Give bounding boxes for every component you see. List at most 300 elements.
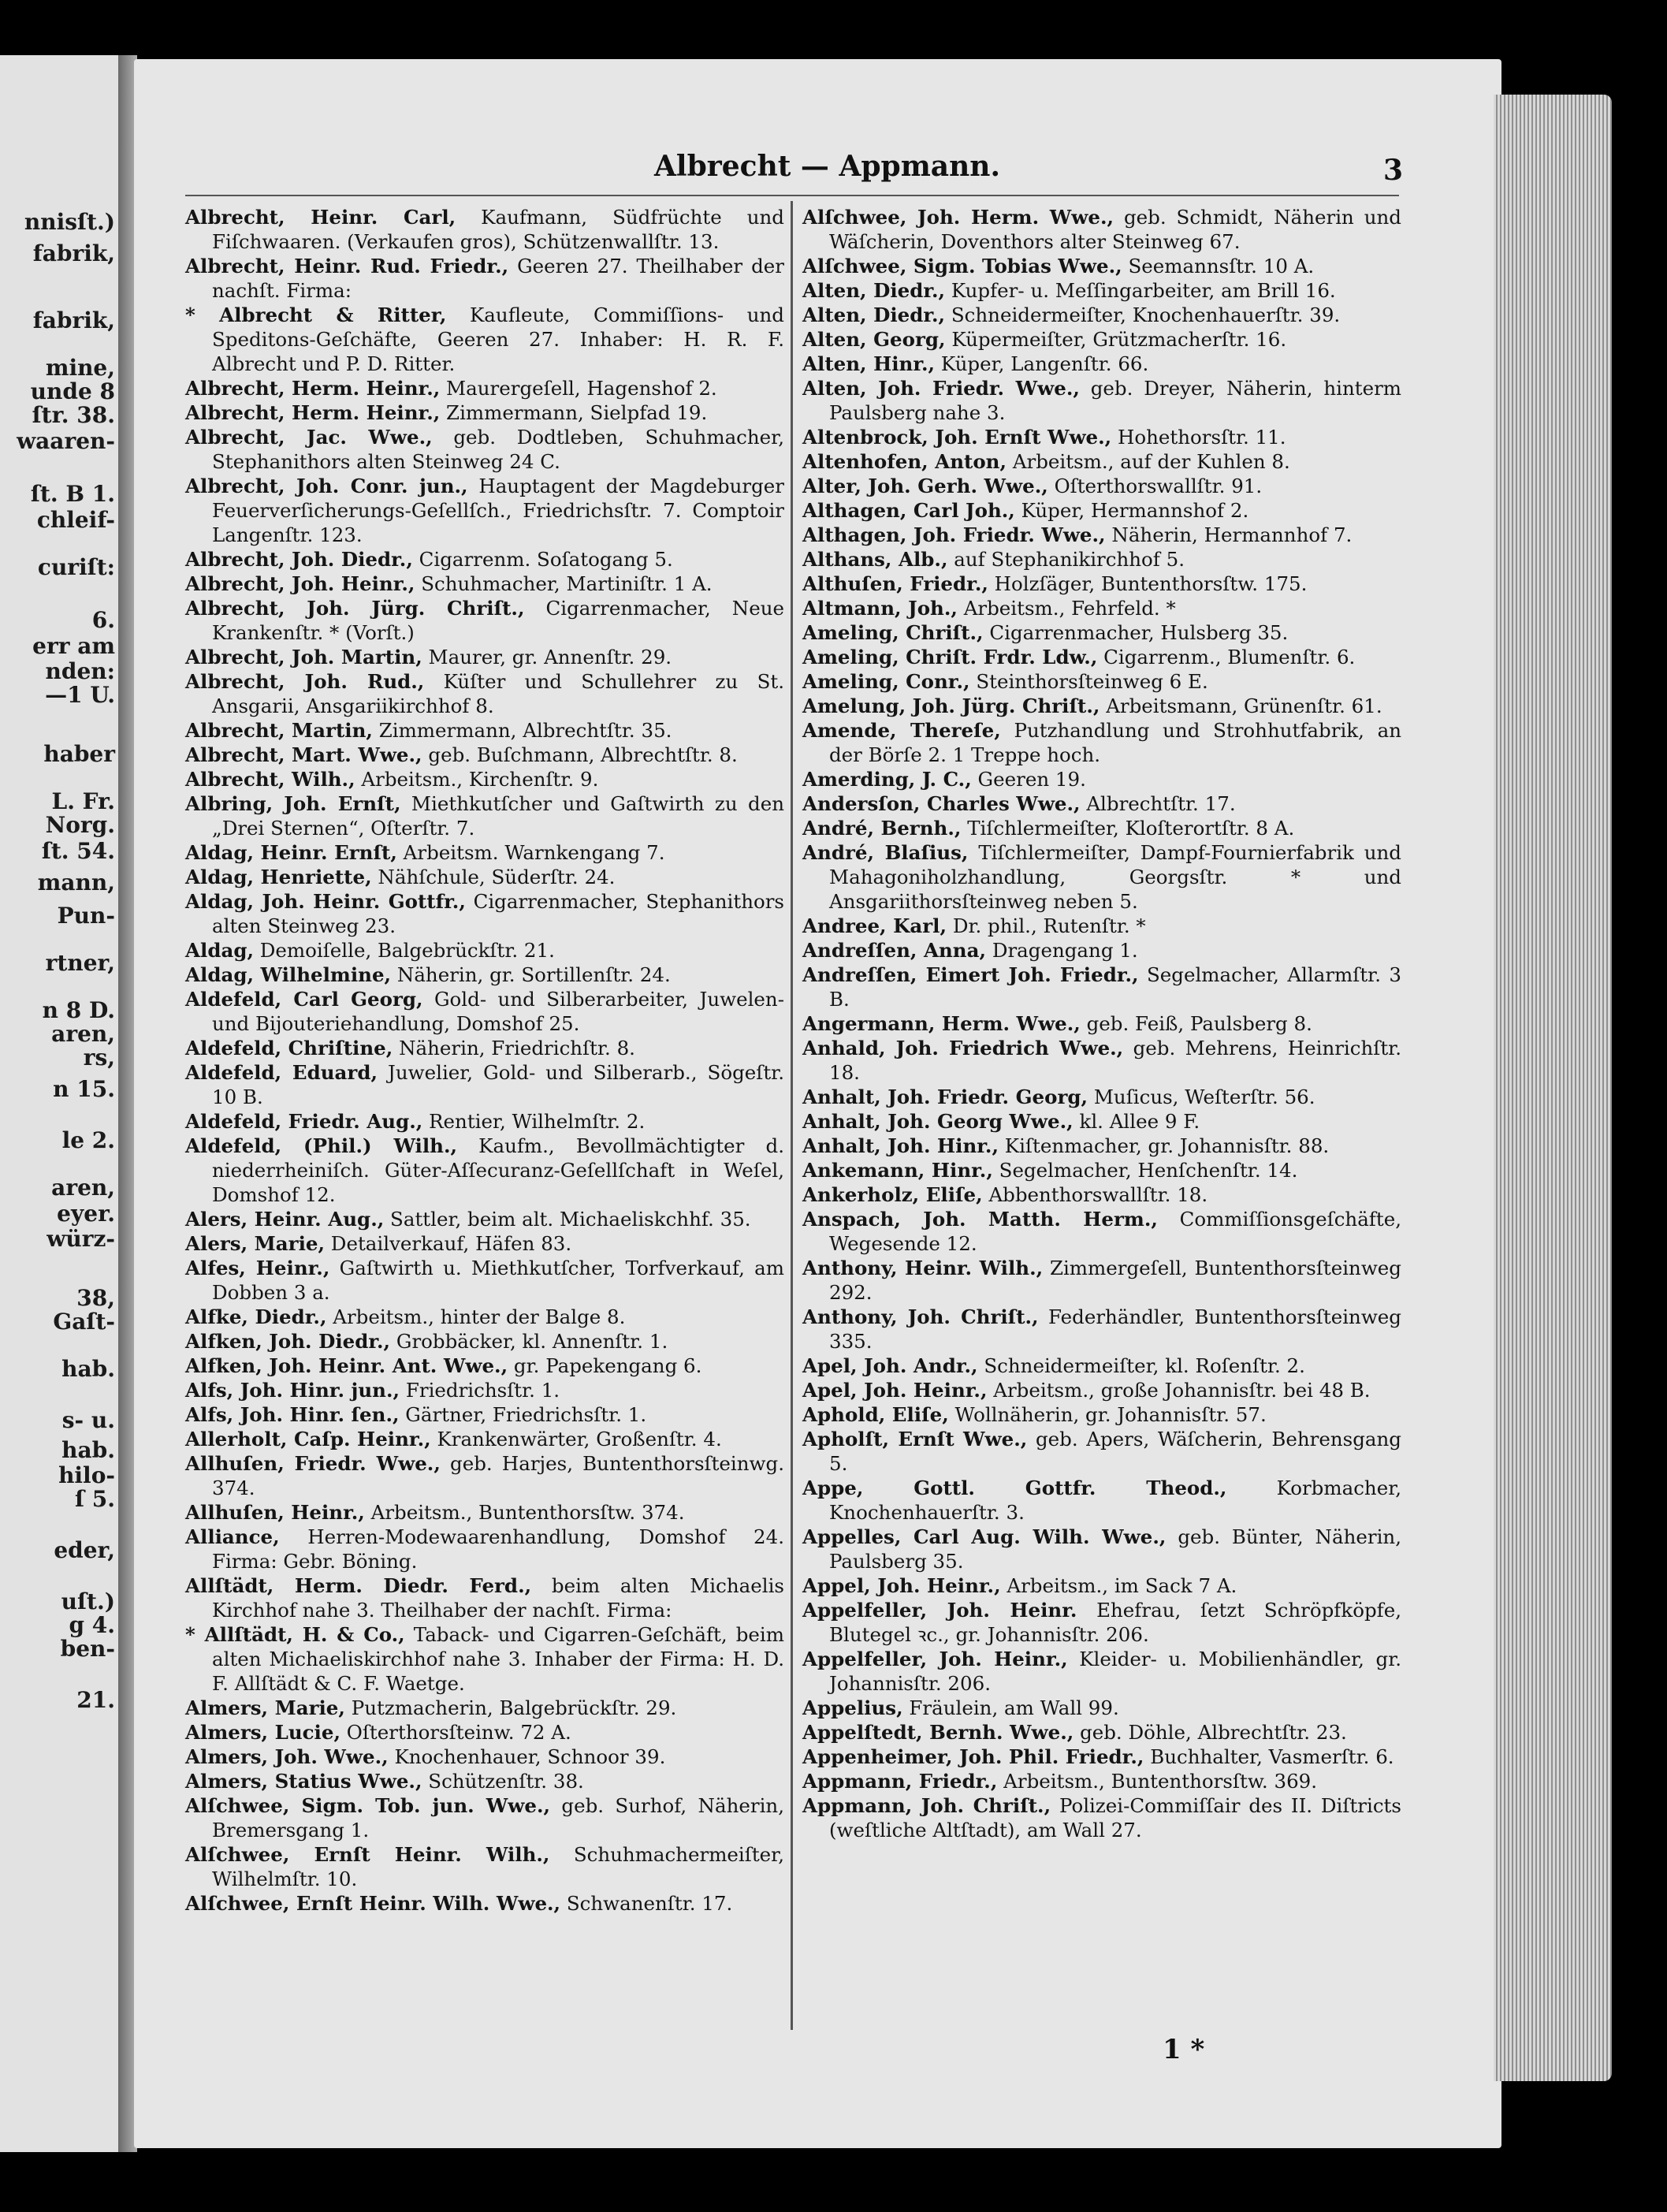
- entry-details: auf Stephanikirchhof 5.: [954, 548, 1185, 571]
- entry-name: Appelſtedt, Bernh. Wwe.,: [802, 1721, 1074, 1744]
- header-rule: [185, 195, 1399, 196]
- directory-entry: [802, 425, 1401, 449]
- entry-name: Albrecht, Mart. Wwe.,: [185, 743, 422, 766]
- entry-details: Segelmacher, Henſchenſtr. 14.: [999, 1159, 1298, 1182]
- directory-entry: [185, 987, 784, 1036]
- entry-name: Altenbrock, Joh. Ernſt Wwe.,: [802, 426, 1112, 449]
- directory-entry: [185, 718, 784, 743]
- directory-entry: [185, 865, 784, 889]
- entry-details: Polizei-Commiſſair des II. Diſtricts (weſtliche Altſtadt), am Wall 27.: [829, 1794, 1401, 1841]
- directory-entry: [802, 1134, 1401, 1158]
- right-column: [802, 205, 1401, 1842]
- directory-entry: [185, 1256, 784, 1305]
- entry-name: Appmann, Friedr.,: [802, 1770, 998, 1793]
- entry-name: Amelung, Joh. Jürg. Chriſt.,: [802, 695, 1100, 717]
- directory-entry: [802, 1305, 1401, 1354]
- entry-name: Allhuſen, Heinr.,: [185, 1501, 365, 1524]
- entry-details: Schwanenſtr. 17.: [566, 1892, 733, 1915]
- directory-entry: [802, 1354, 1401, 1378]
- entry-details: Demoiſelle, Balgebrückſtr. 21.: [259, 939, 555, 962]
- directory-entry: [802, 327, 1401, 352]
- entry-details: Arbeitsm., hinter der Balge 8.: [333, 1305, 626, 1328]
- directory-entry: [802, 376, 1401, 425]
- entry-name: Appelius,: [802, 1696, 903, 1719]
- entry-name: Alſchwee, Sigm. Tobias Wwe.,: [802, 255, 1122, 277]
- entry-details: Gärtner, Friedrichsſtr. 1.: [405, 1403, 647, 1426]
- directory-entry: [802, 1207, 1401, 1256]
- entry-details: geb. Surhof, Näherin, Bremersgang 1.: [212, 1794, 784, 1841]
- directory-entry: [802, 449, 1401, 474]
- entry-details: Küper, Hermannshof 2.: [1021, 499, 1249, 522]
- directory-entry: [185, 1305, 784, 1329]
- left-page-text-fragment: ſ 5.: [74, 1486, 115, 1512]
- entry-name: Alfes, Heinr.,: [185, 1257, 330, 1279]
- left-page-text-fragment: rs,: [83, 1045, 115, 1071]
- left-page-fragment: [0, 55, 120, 2152]
- entry-name: Angermann, Herm. Wwe.,: [802, 1012, 1081, 1035]
- directory-entry: [185, 840, 784, 865]
- directory-entry: [185, 1109, 784, 1134]
- entry-name: Alten, Joh. Friedr. Wwe.,: [802, 377, 1080, 400]
- entry-details: Arbeitsm., auf der Kuhlen 8.: [1012, 450, 1290, 473]
- directory-entry: [185, 767, 784, 791]
- entry-details: geb. Döhle, Albrechtſtr. 23.: [1080, 1721, 1347, 1744]
- entry-details: Arbeitsm., Fehrfeld. *: [963, 597, 1176, 620]
- entry-name: Alfken, Joh. Diedr.,: [185, 1330, 391, 1353]
- directory-entry: [185, 1207, 784, 1231]
- entry-name: Alter, Joh. Gerh. Wwe.,: [802, 475, 1048, 497]
- directory-entry: [802, 1476, 1401, 1525]
- entry-details: Putzmacherin, Balgebrückſtr. 29.: [351, 1696, 677, 1719]
- entry-details: Korbmacher, Knochenhauerſtr. 3.: [829, 1477, 1401, 1524]
- entry-name: Aldag, Henriette,: [185, 866, 372, 888]
- directory-entry: [802, 1745, 1401, 1769]
- signature-mark: 1 *: [1163, 2034, 1205, 2065]
- entry-details: Detailverkauf, Häfen 83.: [330, 1232, 572, 1255]
- entry-name: Albrecht, Joh. Conr. jun.,: [185, 475, 468, 497]
- directory-entry: [185, 669, 784, 718]
- entry-details: Seemannsſtr. 10 A.: [1128, 255, 1315, 277]
- entry-name: Almers, Lucie,: [185, 1721, 340, 1744]
- directory-entry: [802, 1696, 1401, 1720]
- directory-entry: [802, 1720, 1401, 1745]
- entry-name: Appel, Joh. Heinr.,: [802, 1574, 1001, 1597]
- entry-details: Cigarrenm. Soſatogang 5.: [419, 548, 673, 571]
- directory-entry: [185, 1060, 784, 1109]
- left-page-text-fragment: aren,: [51, 1175, 115, 1201]
- directory-entry: [185, 1622, 784, 1696]
- entry-details: Federhändler, Buntenthorsſteinweg 335.: [829, 1305, 1401, 1353]
- directory-entry: [185, 1378, 784, 1402]
- directory-entry: [185, 474, 784, 547]
- directory-entry: [802, 767, 1401, 791]
- left-page-text-fragment: g 4.: [69, 1612, 115, 1638]
- left-page-text-fragment: ben-: [60, 1636, 115, 1662]
- entry-details: Steinthorsſteinweg 6 E.: [976, 670, 1208, 693]
- left-page-text-fragment: ſt. 54.: [41, 838, 115, 864]
- left-page-text-fragment: unde 8: [30, 378, 115, 404]
- entry-details: Kaufleute, Commiſſions- und Speditons-Geſchäfte, Geeren 27. Inhaber: H. R. F. Albrecht und P. D. Ritter.: [212, 303, 784, 375]
- directory-entry: [185, 596, 784, 645]
- entry-name: Alfken, Joh. Heinr. Ant. Wwe.,: [185, 1354, 508, 1377]
- directory-entry: [185, 1500, 784, 1525]
- entry-details: Cigarrenmacher, Hulsberg 35.: [989, 621, 1289, 644]
- directory-entry: [185, 1891, 784, 1916]
- entry-details: Kiſtenmacher, gr. Johannisſtr. 88.: [1004, 1134, 1330, 1157]
- directory-entry: [802, 303, 1401, 327]
- entry-details: Knochenhauer, Schnoor 39.: [394, 1745, 666, 1768]
- entry-details: Abbenthorswallſtr. 18.: [988, 1183, 1208, 1206]
- directory-entry: [185, 791, 784, 840]
- entry-name: Aldefeld, Eduard,: [185, 1061, 378, 1084]
- directory-entry: [802, 1793, 1401, 1842]
- directory-entry: [802, 1378, 1401, 1402]
- entry-details: Maurer, gr. Annenſtr. 29.: [428, 646, 672, 668]
- left-page-text-fragment: eder,: [54, 1537, 115, 1563]
- left-page-text-fragment: chleif-: [36, 507, 115, 533]
- entry-name: Amerding, J. C.,: [802, 768, 972, 791]
- entry-name: Apholſt, Ernſt Wwe.,: [802, 1428, 1028, 1450]
- entry-name: Albrecht, Jac. Wwe.,: [185, 426, 433, 449]
- entry-details: Gaſtwirth u. Miethkutſcher, Torfverkauf, am Dobben 3 a.: [212, 1257, 784, 1304]
- directory-entry: [802, 523, 1401, 547]
- page-number: 3: [1383, 154, 1404, 187]
- entry-name: Appelfeller, Joh. Heinr.,: [802, 1648, 1068, 1670]
- entry-details: Kaufmann, Südfrüchte und Fiſchwaaren. (Verkaufen gros), Schützenwallſtr. 13.: [212, 206, 784, 253]
- entry-name: Albring, Joh. Ernſt,: [185, 792, 401, 815]
- left-page-text-fragment: 6.: [91, 607, 115, 633]
- entry-details: Küper, Langenſtr. 66.: [940, 352, 1149, 375]
- page-running-header: Albrecht — Appmann.: [654, 150, 1001, 183]
- entry-name: Anthony, Heinr. Wilh.,: [802, 1257, 1044, 1279]
- entry-name: Allerholt, Caſp. Heinr.,: [185, 1428, 431, 1450]
- entry-name: Ameling, Chriſt.,: [802, 621, 984, 644]
- entry-name: Andree, Karl,: [802, 914, 947, 937]
- entry-details: Näherin, Friedrichſtr. 8.: [399, 1037, 635, 1059]
- entry-details: Friedrichsſtr. 1.: [405, 1379, 560, 1402]
- directory-entry: [802, 1427, 1401, 1476]
- left-page-text-fragment: eyer.: [57, 1201, 115, 1227]
- entry-name: Appmann, Joh. Chriſt.,: [802, 1794, 1051, 1817]
- left-page-text-fragment: würz-: [47, 1226, 115, 1252]
- entry-name: Albrecht, Joh. Martin,: [185, 646, 422, 668]
- entry-details: Geeren 19.: [977, 768, 1086, 791]
- entry-details: Oſterthorsſteinw. 72 A.: [346, 1721, 571, 1744]
- entry-name: Almers, Joh. Wwe.,: [185, 1745, 389, 1768]
- entry-details: Sattler, beim alt. Michaeliskchhf. 35.: [390, 1208, 751, 1231]
- entry-name: Appelfeller, Joh. Heinr.: [802, 1599, 1077, 1622]
- entry-details: geb. Harjes, Buntenthorsſteinwg. 374.: [212, 1452, 784, 1499]
- left-page-text-fragment: waaren-: [17, 428, 115, 454]
- directory-entry: [185, 1720, 784, 1745]
- left-page-text-fragment: aren,: [51, 1021, 115, 1047]
- entry-name: Anthony, Joh. Chriſt.,: [802, 1305, 1039, 1328]
- entry-details: Herren-Modewaarenhandlung, Domshof 24. Firma: Gebr. Böning.: [212, 1525, 784, 1573]
- entry-name: * Allſtädt, H. & Co.,: [185, 1623, 405, 1646]
- entry-details: Hauptagent der Magdeburger Feuerverſicherungs-Geſellſch., Friedrichsſtr. 7. Comptoir Langenſtr. 123.: [212, 475, 784, 546]
- entry-name: Alliance,: [185, 1525, 280, 1548]
- entry-name: Amende, Thereſe,: [802, 719, 1001, 742]
- left-page-text-fragment: hab.: [61, 1356, 115, 1382]
- entry-details: Arbeitsmann, Grünenſtr. 61.: [1106, 695, 1382, 717]
- entry-name: Albrecht, Joh. Rud.,: [185, 670, 425, 693]
- left-page-text-fragment: hilo-: [58, 1462, 115, 1488]
- entry-name: Anspach, Joh. Matth. Herm.,: [802, 1208, 1158, 1231]
- directory-entry: [185, 254, 784, 303]
- directory-entry: [802, 718, 1401, 767]
- entry-name: Aldag, Wilhelmine,: [185, 963, 392, 986]
- entry-details: Zimmergeſell, Buntenthorsſteinweg 292.: [829, 1257, 1401, 1304]
- entry-name: Althagen, Carl Joh.,: [802, 499, 1015, 522]
- directory-entry: [802, 1109, 1401, 1134]
- directory-entry: [802, 352, 1401, 376]
- entry-details: Wollnäherin, gr. Johannisſtr. 57.: [954, 1403, 1267, 1426]
- entry-details: beim alten Michaelis Kirchhof nahe 3. Theilhaber der nachſt. Firma:: [212, 1574, 784, 1622]
- directory-entry: [185, 1842, 784, 1891]
- left-page-text-fragment: Pun-: [57, 903, 115, 929]
- directory-entry: [185, 303, 784, 376]
- directory-entry: [185, 1329, 784, 1354]
- entry-name: Appelles, Carl Aug. Wilh. Wwe.,: [802, 1525, 1167, 1548]
- left-page-text-fragment: le 2.: [61, 1127, 115, 1153]
- left-page-text-fragment: Gaſt-: [53, 1309, 115, 1335]
- directory-entry: [185, 1354, 784, 1378]
- entry-details: Arbeitsm., große Johannisſtr. bei 48 B.: [993, 1379, 1371, 1402]
- entry-details: Arbeitsm., im Sack 7 A.: [1007, 1574, 1237, 1597]
- entry-details: Tiſchlermeiſter, Kloſterortſtr. 8 A.: [967, 817, 1295, 840]
- entry-details: Miethkutſcher und Gaſtwirth zu den „Drei Sternen“, Oſterſtr. 7.: [212, 792, 784, 840]
- entry-details: Cigarrenm., Blumenſtr. 6.: [1103, 646, 1356, 668]
- directory-entry: [802, 1011, 1401, 1036]
- entry-details: gr. Papekengang 6.: [513, 1354, 702, 1377]
- entry-name: Aldefeld, Friedr. Aug.,: [185, 1110, 423, 1133]
- entry-name: Alten, Hinr.,: [802, 352, 936, 375]
- left-page-text-fragment: —1 U.: [45, 682, 115, 708]
- entry-details: geb. Feiß, Paulsberg 8.: [1086, 1012, 1312, 1035]
- directory-entry: [802, 791, 1401, 816]
- entry-details: Tiſchlermeiſter, Dampf-Fournierfabrik und Mahagoniholzhandlung, Georgsſtr. * und Ansgariithorsſteinweg neben 5.: [829, 841, 1401, 913]
- entry-name: André, Blaſius,: [802, 841, 969, 864]
- entry-name: Andersſon, Charles Wwe.,: [802, 792, 1081, 815]
- entry-name: Albrecht, Wilh.,: [185, 768, 355, 791]
- entry-name: Alſchwee, Joh. Herm. Wwe.,: [802, 206, 1114, 229]
- directory-entry: [185, 1134, 784, 1207]
- entry-name: Albrecht, Herm. Heinr.,: [185, 377, 441, 400]
- entry-name: Albrecht, Martin,: [185, 719, 373, 742]
- directory-entry: [185, 938, 784, 963]
- entry-details: Küſter und Schullehrer zu St. Ansgarii, Ansgariikirchhof 8.: [212, 670, 784, 717]
- page-stack-edge: [1494, 95, 1612, 2081]
- directory-entry: [185, 376, 784, 400]
- directory-entry: [802, 645, 1401, 669]
- left-page-text-fragment: ſtr. 38.: [32, 402, 115, 428]
- directory-entry: [802, 669, 1401, 694]
- entry-name: Almers, Statius Wwe.,: [185, 1770, 422, 1793]
- entry-name: Appenheimer, Joh. Phil. Friedr.,: [802, 1745, 1144, 1768]
- entry-name: Alfs, Joh. Hinr. jun.,: [185, 1379, 400, 1402]
- directory-entry: [802, 1256, 1401, 1305]
- directory-entry: [185, 1451, 784, 1500]
- directory-entry: [185, 205, 784, 254]
- entry-name: Alſchwee, Ernſt Heinr. Wilh. Wwe.,: [185, 1892, 561, 1915]
- left-page-text-fragment: fabrik,: [32, 240, 115, 266]
- entry-details: geb. Dreyer, Näherin, hinterm Paulsberg nahe 3.: [829, 377, 1402, 424]
- directory-entry: [185, 1402, 784, 1427]
- left-page-text-fragment: L. Fr.: [51, 788, 115, 814]
- entry-name: Albrecht, Heinr. Carl,: [185, 206, 456, 229]
- directory-entry: [802, 1573, 1401, 1598]
- entry-details: Schuhmacher, Martiniſtr. 1 A.: [421, 572, 713, 595]
- entry-name: Allhuſen, Friedr. Wwe.,: [185, 1452, 441, 1475]
- directory-entry: [802, 498, 1401, 523]
- entry-name: Alſchwee, Sigm. Tob. jun. Wwe.,: [185, 1794, 551, 1817]
- entry-details: Nähſchule, Süderſtr. 24.: [378, 866, 616, 888]
- entry-details: Schneidermeiſter, Knochenhauerſtr. 39.: [951, 303, 1341, 326]
- entry-name: Aldefeld, (Phil.) Wilh.,: [185, 1134, 458, 1157]
- entry-name: Ameling, Conr.,: [802, 670, 970, 693]
- directory-entry: [185, 1745, 784, 1769]
- entry-name: Ankemann, Hinr.,: [802, 1159, 993, 1182]
- entry-details: geb. Dodtleben, Schuhmacher, Stephanithors alten Steinweg 24 C.: [212, 426, 784, 473]
- directory-entry: [185, 1525, 784, 1573]
- entry-name: Appe, Gottl. Gottfr. Theod.,: [802, 1477, 1227, 1499]
- entry-details: Segelmacher, Allarmſtr. 3 B.: [829, 963, 1401, 1011]
- left-page-text-fragment: s- u.: [61, 1407, 115, 1433]
- entry-name: Althans, Alb.,: [802, 548, 948, 571]
- entry-name: Alfke, Diedr.,: [185, 1305, 327, 1328]
- directory-entry: [185, 400, 784, 425]
- entry-details: geb. Schmidt, Näherin und Wäſcherin, Doventhors alter Steinweg 67.: [829, 206, 1401, 253]
- entry-details: Geeren 27. Theilhaber der nachſt. Firma:: [212, 255, 784, 302]
- entry-details: Arbeitsm., Buntenthorsſtw. 374.: [370, 1501, 685, 1524]
- entry-details: geb. Buſchmann, Albrechtſtr. 8.: [428, 743, 738, 766]
- entry-details: Dragengang 1.: [992, 939, 1138, 962]
- entry-details: Kaufm., Bevollmächtigter d. niederrheiniſch. Güter-Aſſecuranz-Geſellſchaft in Weſel, Domshof 12.: [212, 1134, 784, 1206]
- entry-name: Aldefeld, Chriſtine,: [185, 1037, 393, 1059]
- entry-details: Kleider- u. Mobilienhändler, gr. Johannisſtr. 206.: [829, 1648, 1401, 1695]
- left-page-text-fragment: nnisſt.): [24, 209, 115, 235]
- left-page-text-fragment: curiſt:: [37, 554, 115, 580]
- directory-entry: [802, 938, 1401, 963]
- left-page-text-fragment: 38,: [76, 1285, 115, 1311]
- entry-details: Zimmermann, Albrechtſtr. 35.: [378, 719, 672, 742]
- entry-name: Aldag,: [185, 939, 254, 962]
- left-page-text-fragment: nden:: [45, 658, 115, 684]
- directory-entry: [802, 205, 1401, 254]
- directory-entry: [802, 1182, 1401, 1207]
- left-page-text-fragment: 21.: [76, 1687, 115, 1713]
- directory-entry: [802, 547, 1401, 572]
- entry-details: Rentier, Wilhelmſtr. 2.: [429, 1110, 646, 1133]
- directory-entry: [802, 1158, 1401, 1182]
- entry-details: Cigarrenmacher, Stephanithors alten Steinweg 23.: [212, 890, 785, 937]
- entry-name: Almers, Marie,: [185, 1696, 345, 1719]
- entry-details: Maurergeſell, Hagenshof 2.: [446, 377, 717, 400]
- left-page-text-fragment: fabrik,: [32, 307, 115, 333]
- entry-details: Näherin, gr. Sortillenſtr. 24.: [396, 963, 671, 986]
- entry-name: Ameling, Chriſt. Frdr. Ldw.,: [802, 646, 1098, 668]
- directory-entry: [802, 816, 1401, 840]
- left-page-text-fragment: Norg.: [45, 812, 115, 838]
- directory-entry: [185, 645, 784, 669]
- directory-entry: [802, 694, 1401, 718]
- directory-entry: [802, 278, 1401, 303]
- entry-name: Albrecht, Joh. Heinr.,: [185, 572, 415, 595]
- left-page-text-fragment: ſt. B 1.: [30, 481, 115, 507]
- entry-details: Krankenwärter, Großenſtr. 4.: [437, 1428, 722, 1450]
- directory-entry: [802, 1647, 1401, 1696]
- entry-details: Arbeitsm., Kirchenſtr. 9.: [361, 768, 599, 791]
- entry-details: Arbeitsm., Buntenthorsſtw. 369.: [1003, 1770, 1318, 1793]
- entry-name: Aphold, Eliſe,: [802, 1403, 949, 1426]
- directory-entry: [802, 1036, 1401, 1085]
- entry-name: Anhalt, Joh. Friedr. Georg,: [802, 1086, 1088, 1108]
- entry-name: Anhalt, Joh. Hinr.,: [802, 1134, 999, 1157]
- left-page-text-fragment: err am: [32, 633, 115, 659]
- left-page-text-fragment: hab.: [61, 1437, 115, 1463]
- entry-details: geb. Mehrens, Heinrichſtr. 18.: [829, 1037, 1401, 1084]
- directory-entry: [802, 572, 1401, 596]
- directory-entry: [185, 425, 784, 474]
- left-page-text-fragment: rtner,: [45, 950, 115, 976]
- directory-entry: [802, 1085, 1401, 1109]
- directory-entry: [802, 254, 1401, 278]
- entry-details: Juwelier, Gold- und Silberarb., Sögeſtr. 10 B.: [212, 1061, 784, 1108]
- entry-details: Albrechtſtr. 17.: [1086, 792, 1236, 815]
- entry-name: Alers, Heinr. Aug.,: [185, 1208, 385, 1231]
- entry-details: Dr. phil., Rutenſtr. *: [952, 914, 1146, 937]
- entry-name: Albrecht, Joh. Diedr.,: [185, 548, 413, 571]
- directory-entry: [185, 1231, 784, 1256]
- directory-entry: [802, 474, 1401, 498]
- entry-name: Altenhofen, Anton,: [802, 450, 1007, 473]
- entry-details: kl. Allee 9 F.: [1079, 1110, 1200, 1133]
- entry-details: geb. Apers, Wäſcherin, Behrensgang 5.: [829, 1428, 1401, 1475]
- left-page-text-fragment: mine,: [45, 355, 115, 381]
- left-column: [185, 205, 784, 1916]
- entry-name: Ankerholz, Eliſe,: [802, 1183, 983, 1206]
- directory-entry: [185, 1696, 784, 1720]
- entry-name: Andreſſen, Eimert Joh. Friedr.,: [802, 963, 1139, 986]
- entry-details: Putzhandlung und Strohhutfabrik, an der Börſe 2. 1 Treppe hoch.: [829, 719, 1401, 766]
- directory-entry: [185, 743, 784, 767]
- entry-details: Buchhalter, Vasmerſtr. 6.: [1150, 1745, 1394, 1768]
- entry-name: Albrecht, Herm. Heinr.,: [185, 401, 441, 424]
- left-page-text-fragment: mann,: [37, 870, 115, 896]
- entry-name: Albrecht, Heinr. Rud. Friedr.,: [185, 255, 509, 277]
- directory-entry: [802, 596, 1401, 620]
- entry-details: Schneidermeiſter, kl. Roſenſtr. 2.: [984, 1354, 1305, 1377]
- left-page-text-fragment: n 15.: [53, 1076, 115, 1102]
- entry-details: Commiſſionsgeſchäfte, Wegesende 12.: [829, 1208, 1402, 1255]
- directory-entry: [185, 547, 784, 572]
- entry-name: Allſtädt, Herm. Diedr. Ferd.,: [185, 1574, 532, 1597]
- entry-name: André, Bernh.,: [802, 817, 962, 840]
- directory-entry: [185, 572, 784, 596]
- directory-entry: [185, 1573, 784, 1622]
- entry-name: Althagen, Joh. Friedr. Wwe.,: [802, 523, 1106, 546]
- entry-details: Ehefrau, ſetzt Schröpfköpfe, Blutegel ꝛc., gr. Johannisſtr. 206.: [829, 1599, 1401, 1646]
- left-page-text-fragment: n 8 D.: [42, 997, 115, 1023]
- entry-details: Muſicus, Weſterſtr. 56.: [1093, 1086, 1315, 1108]
- directory-entry: [185, 1036, 784, 1060]
- entry-name: Apel, Joh. Heinr.,: [802, 1379, 988, 1402]
- entry-details: Hohethorsſtr. 11.: [1118, 426, 1286, 449]
- directory-entry: [185, 1769, 784, 1793]
- entry-details: Schützenſtr. 38.: [428, 1770, 584, 1793]
- entry-name: Altmann, Joh.,: [802, 597, 958, 620]
- entry-details: Holzſäger, Buntenthorsſtw. 175.: [994, 572, 1308, 595]
